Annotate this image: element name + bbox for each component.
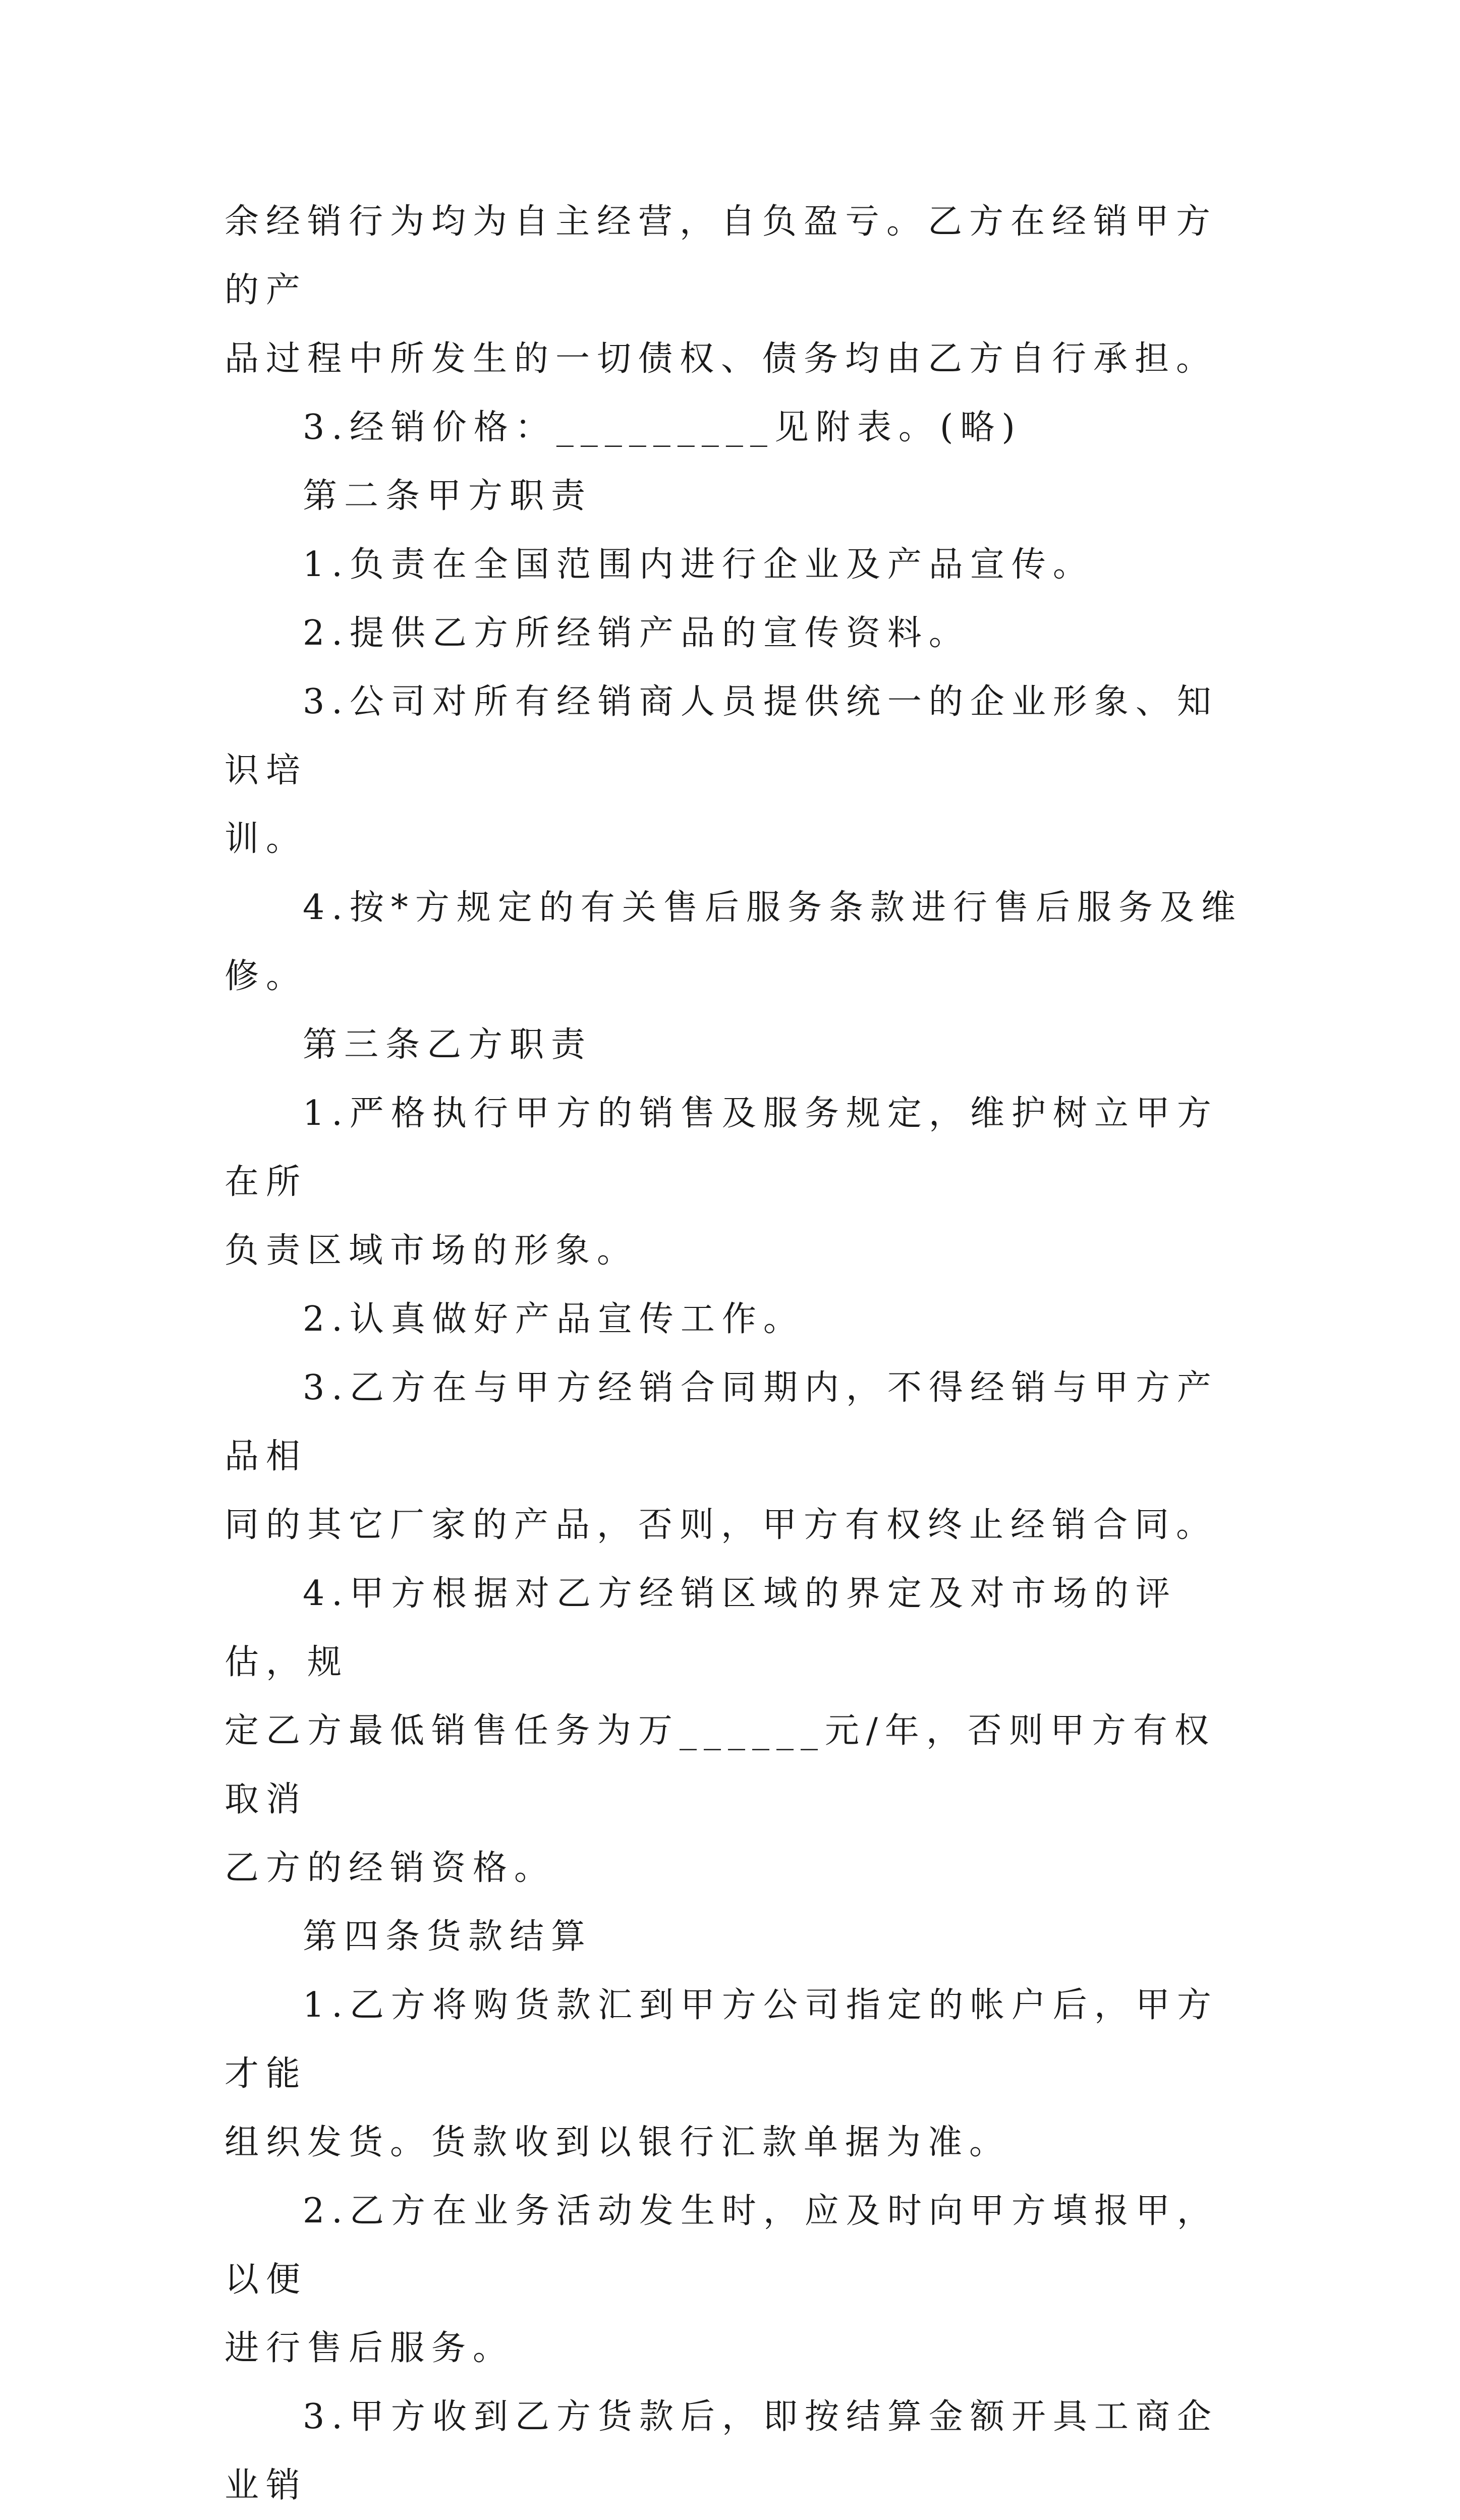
text-line: 乙方的经销资格。 — [224, 1848, 556, 1888]
list-item: 2.认真做好产品宣传工作。 — [303, 1299, 805, 1339]
text-line: 同的其它厂家的产品，否则，甲方有权终止经销合同。 — [224, 1505, 1218, 1545]
text-line: 训。 — [224, 819, 308, 859]
list-item: 3.甲方收到乙方货款后，即按结算金额开具工商企业销 — [224, 2397, 1218, 2505]
text-line: 组织发货。货款收到以银行汇款单据为准。 — [224, 2123, 1011, 2162]
list-item: 4.甲方根据对乙方经销区域的界定及对市场的评估，规 — [224, 1574, 1177, 1682]
document-body — [224, 188, 1254, 2520]
pricing-clause: 3.经销价格：_________见附表。(略) — [303, 408, 1022, 447]
list-item: 3.公司对所有经销商人员提供统一的企业形象、知识培 — [224, 682, 1218, 790]
text-line: 定乙方最低销售任务为万______元/年，否则甲方有权取消 — [224, 1711, 1216, 1819]
list-item: 2.提供乙方所经销产品的宣传资料。 — [303, 613, 970, 653]
text-line: 余经销行为均为自主经营，自负盈亏。乙方在经销甲方的产 — [224, 202, 1218, 310]
list-item: 1.负责在全国范围内进行企业及产品宣传。 — [303, 545, 1094, 585]
list-item: 2.乙方在业务活动发生时，应及时向甲方填报甲，以便 — [224, 2191, 1218, 2300]
text-line: 进行售后服务。 — [224, 2328, 515, 2368]
section-heading: 第四条货款结算 — [303, 1917, 593, 1957]
text-line: 负责区域市场的形象。 — [224, 1231, 639, 1271]
list-item: 1.严格执行甲方的销售及服务规定，维护树立甲方在所 — [224, 1094, 1218, 1202]
section-heading: 第三条乙方职责 — [303, 1025, 593, 1065]
list-item: 1.乙方将购货款汇到甲方公司指定的帐户后，甲方才能 — [224, 1985, 1218, 2094]
list-item: 4.按*方规定的有关售后服务条款进行售后服务及维修。 — [224, 888, 1243, 996]
list-item: 3.乙方在与甲方经销合同期内，不得经销与甲方产品相 — [224, 1368, 1218, 1476]
text-line: 品过程中所发生的一切债权、债务均由乙方自行承担。 — [224, 339, 1218, 379]
section-heading: 第二条甲方职责 — [303, 476, 593, 516]
